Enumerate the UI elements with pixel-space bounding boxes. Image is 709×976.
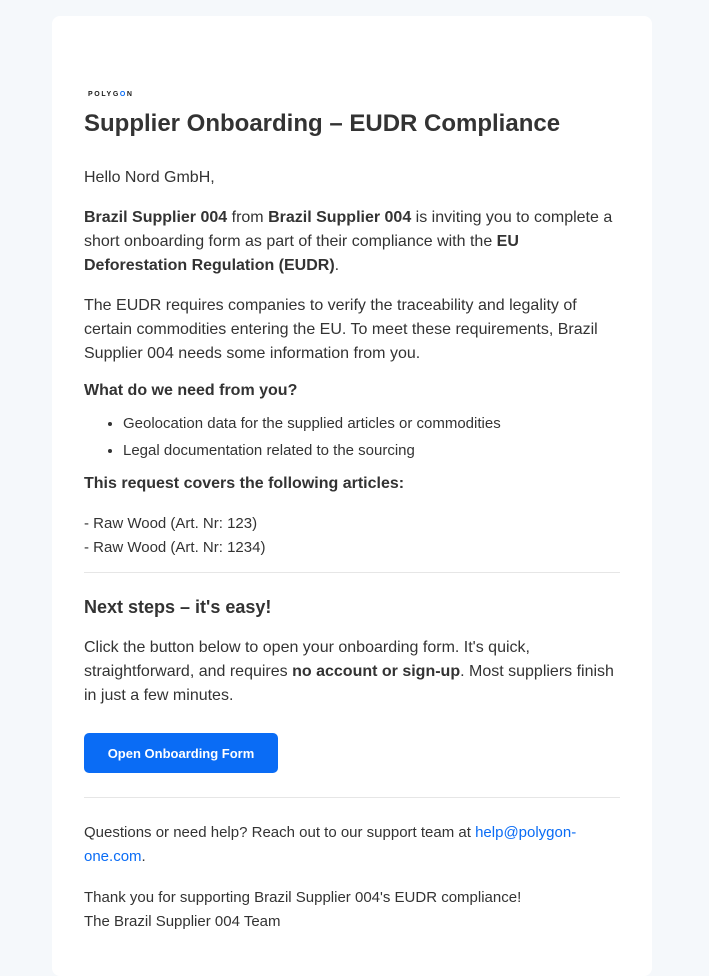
thanks-line: Thank you for supporting Brazil Supplier 004's EUDR compliance! bbox=[84, 889, 522, 906]
intro-paragraph bbox=[84, 206, 620, 278]
needs-item: • Legal documentation related to the sourcing bbox=[123, 437, 501, 464]
next-steps-heading: Next steps – it's easy! bbox=[84, 597, 272, 617]
logo-o: O bbox=[119, 91, 127, 98]
logo-text-end: N bbox=[126, 91, 134, 98]
articles-heading: This request covers the following articles: bbox=[84, 475, 405, 492]
inviter-company: Brazil Supplier 004 bbox=[268, 209, 412, 226]
needs-item: • Geolocation data for the supplied articles or commodities bbox=[123, 410, 501, 437]
next-steps-emphasis: no account or sign-up bbox=[292, 663, 461, 680]
divider bbox=[84, 572, 620, 573]
eudr-paragraph: The EUDR requires companies to verify the traceability and legality of certain commodities entering the EU. To meet these requirements, Brazil Supplier 004 needs some information from you. bbox=[84, 297, 598, 362]
polygon-logo bbox=[88, 91, 134, 98]
logo-text-start: POLYG bbox=[88, 91, 120, 98]
signoff: The Brazil Supplier 004 Team bbox=[84, 913, 281, 930]
needs-list bbox=[84, 410, 501, 464]
help-end: . bbox=[141, 848, 146, 865]
greeting: Hello Nord GmbH, bbox=[84, 169, 215, 186]
intro-text: is inviting you to complete a short onboarding form as part of their compliance with the bbox=[84, 209, 613, 250]
inviter-name: Brazil Supplier 004 bbox=[84, 209, 228, 226]
needs-heading: What do we need from you? bbox=[84, 382, 298, 399]
open-onboarding-form-button[interactable]: Open Onboarding Form bbox=[84, 733, 278, 773]
article-item: - Raw Wood (Art. Nr: 1234) bbox=[84, 539, 266, 556]
help-paragraph bbox=[84, 821, 594, 869]
email-card bbox=[52, 16, 652, 976]
regulation-name: EU Deforestation Regulation (EUDR) bbox=[84, 233, 519, 274]
support-email-link[interactable]: help@polygon-one.com bbox=[84, 824, 577, 865]
next-steps-paragraph bbox=[84, 636, 620, 708]
help-text: Questions or need help? Reach out to our support team at bbox=[84, 824, 476, 841]
next-steps-end: . Most suppliers finish in just a few minutes. bbox=[84, 663, 614, 704]
closing-paragraph bbox=[84, 886, 594, 934]
from-word: from bbox=[227, 209, 269, 226]
articles-list bbox=[84, 512, 265, 560]
email-title: Supplier Onboarding – EUDR Compliance bbox=[84, 110, 561, 137]
intro-end: . bbox=[334, 257, 340, 274]
next-steps-text: Click the button below to open your onboarding form. It's quick, straightforward, and requires bbox=[84, 639, 530, 680]
article-item: - Raw Wood (Art. Nr: 123) bbox=[84, 515, 258, 532]
divider bbox=[84, 797, 620, 798]
